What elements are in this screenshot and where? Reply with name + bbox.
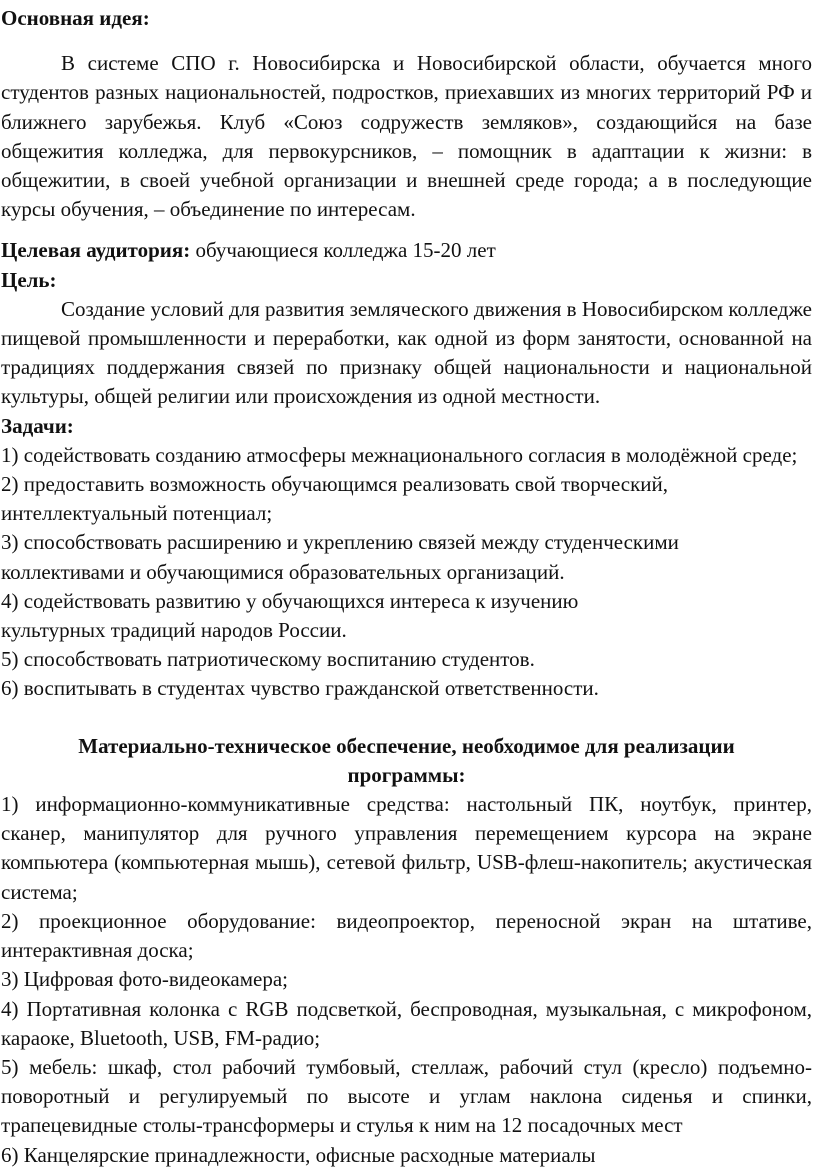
equipment-item: 4) Портативная колонка с RGB подсветкой, беспроводная, музыкальная, с микрофоном, караоке, Bluetooth, USB, FM-радио; bbox=[1, 996, 812, 1050]
equipment-list bbox=[1, 790, 812, 1170]
task-item: 5) способствовать патриотическому воспитанию студентов. bbox=[1, 647, 535, 672]
task-item: интеллектуальный потенциал; bbox=[1, 501, 273, 526]
main-idea-text: В системе СПО г. Новосибирска и Новосибирской области, обучается много студентов разных национальностей, подростков, приехавших из многих территорий РФ и ближнего зарубежья. Клуб «Союз содружеств земляков», создающийся на базе общежития колледжа, для первокурсников, – помощник в адаптации к жизни: в общежитии, в своей учебной организации и внешней среде города; а в последующие курсы обучения, – объединение по интересам. bbox=[1, 51, 812, 222]
task-item: 4) содействовать развитию у обучающихся интереса к изучению bbox=[1, 588, 579, 613]
task-item: 3) способствовать расширению и укреплению связей между студенческими bbox=[1, 530, 679, 555]
equipment-item: 1) информационно-коммуникативные средства: настольный ПК, ноутбук, принтер, сканер, манипулятор для ручного управления перемещением курсора на экране компьютера (компьютерная мышь), сетевой фильтр, USB-флеш-накопитель; акустическая система; bbox=[1, 792, 812, 904]
goal-heading: Цель: bbox=[1, 267, 57, 292]
main-idea-heading: Основная идея: bbox=[1, 6, 150, 30]
target-audience-label: Целевая аудитория: bbox=[1, 238, 191, 263]
goal-text: Создание условий для развития земляческого движения в Новосибирском колледже пищевой промышленности и переработки, как одной из форм занятости, основанной на традициях поддержания связей по признаку общей национальности и национальной культуры, общей религии или происхождения из одной местности. bbox=[1, 296, 812, 409]
tasks-list bbox=[1, 441, 812, 704]
equipment-item: 2) проекционное оборудование: видеопроектор, переносной экран на штативе, интерактивная доска; bbox=[1, 908, 812, 963]
task-item: 2) предоставить возможность обучающимся реализовать свой творческий, bbox=[1, 472, 669, 497]
task-item: 6) воспитывать в студентах чувство гражданской ответственности. bbox=[1, 676, 599, 701]
task-item: 1) содействовать созданию атмосферы межнационального согласия в молодёжной среде; bbox=[1, 442, 798, 467]
equipment-item: 6) Канцелярские принадлежности, офисные расходные материалы bbox=[1, 1142, 596, 1167]
target-audience-value: обучающиеся колледжа 15-20 лет bbox=[190, 238, 496, 263]
equipment-item: 3) Цифровая фото-видеокамера; bbox=[1, 967, 288, 992]
task-item: коллективами и обучающимися образовательных организаций. bbox=[1, 559, 565, 584]
task-item: культурных традиций народов России. bbox=[1, 618, 347, 643]
equipment-item: 5) мебель: шкаф, стол рабочий тумбовый, стеллаж, рабочий стул (кресло) подъемно-поворотный и регулируемый по высоте и углам наклона сиденья и спинки, трапецевидные столы-трансформеры и стулья к ним на 12 посадочных мест bbox=[1, 1054, 812, 1138]
equipment-heading: Материально-техническое обеспечение, необходимое для реализации программы: bbox=[78, 733, 735, 787]
target-audience-line bbox=[1, 236, 812, 265]
tasks-heading: Задачи: bbox=[1, 413, 74, 438]
